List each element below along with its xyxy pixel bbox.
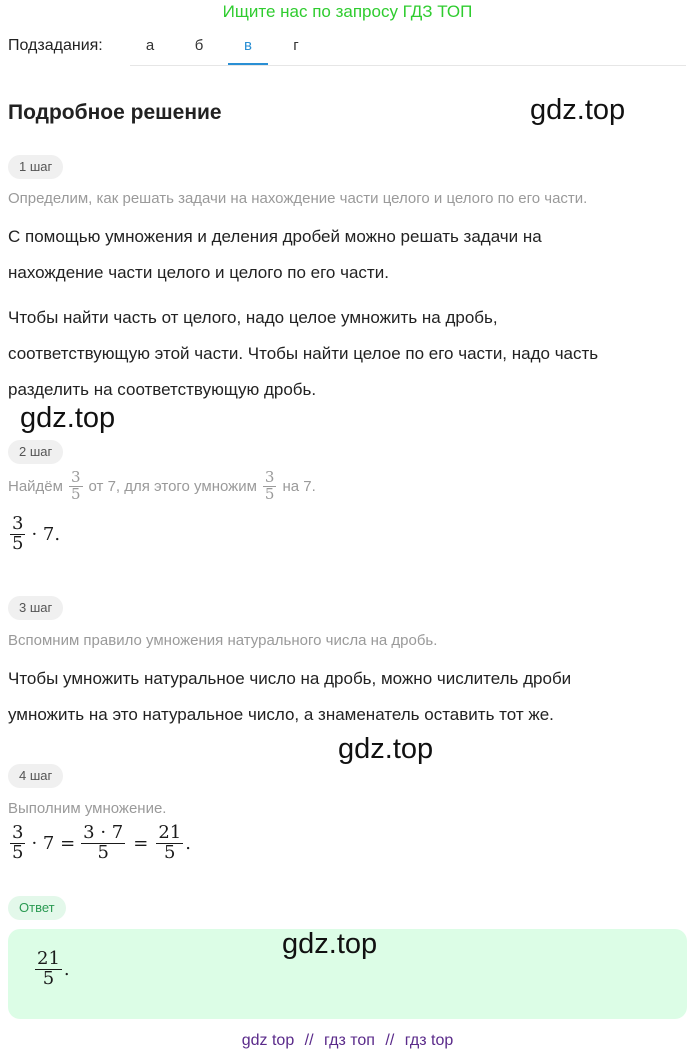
watermark: gdz.top [338,733,434,765]
fraction-numerator: 21 [158,822,182,843]
step-2-hint [8,470,316,503]
fraction-denominator: 5 [42,967,55,989]
fraction [10,824,25,863]
fraction-numerator: 3 [12,513,24,534]
fraction-numerator: 3 [12,822,24,843]
tab-v[interactable]: в [228,37,268,65]
footer-separator: // [304,1032,314,1049]
step-1-line: нахождение части целого и целого по его части. [8,263,389,282]
watermark: gdz.top [530,94,626,126]
step-3-badge: 3 шаг [8,596,63,620]
page-title: Подробное решение [8,101,222,124]
fraction [35,950,62,989]
subtasks-label: Подзадания: [8,37,103,54]
fraction-numerator: 3 · 7 [83,822,124,843]
step-2-hint-text: Найдём [8,477,63,495]
step-4-expression [8,824,191,863]
fraction-numerator: 21 [37,948,60,969]
expression-end: . [185,832,191,854]
step-1-line: разделить на соответствующую дробь. [8,380,317,399]
step-4-badge: 4 шаг [8,764,63,788]
fraction-denominator: 5 [70,484,81,503]
search-banner: Ищите нас по запросу ГДЗ ТОП [222,2,473,21]
step-1-badge: 1 шаг [8,155,63,179]
expression-end: . [63,958,70,980]
step-2-badge: 2 шаг [8,440,63,464]
fraction-denominator: 5 [264,484,275,503]
step-4-hint: Выполним умножение. [8,800,167,817]
step-3-hint: Вспомним правило умножения натурального числа на дробь. [8,632,438,649]
fraction-numerator: 3 [70,468,81,486]
operator: = [133,832,149,854]
fraction [81,824,125,863]
step-3-line: умножить на это натуральное число, а знаменатель оставить тот же. [8,705,554,724]
footer-link[interactable]: гдз top [404,1032,454,1049]
operator: · 7 = [31,832,76,854]
step-1-hint: Определим, как решать задачи на нахождение части целого и целого по его части. [8,190,588,207]
step-2-hint-text: на 7. [282,477,316,495]
fraction-denominator: 5 [97,841,109,863]
footer-separator: // [385,1032,395,1049]
step-1-line: Чтобы найти часть от целого, надо целое умножить на дробь, [8,308,498,327]
footer [0,1032,695,1050]
tabs-divider [130,65,686,66]
fraction [69,470,83,503]
fraction [156,824,183,863]
expression-tail: · 7. [31,523,61,545]
step-2-hint-text: от 7, для этого умножим [88,477,257,495]
tab-a[interactable]: а [145,37,155,54]
fraction-denominator: 5 [164,841,176,863]
footer-link[interactable]: gdz top [241,1032,295,1049]
step-2-expression [8,515,60,554]
fraction [263,470,277,503]
fraction-denominator: 5 [12,532,24,554]
step-3-line: Чтобы умножить натуральное число на дробь, можно числитель дроби [8,669,572,688]
watermark: gdz.top [20,402,116,434]
tab-g[interactable]: г [293,37,299,54]
answer-badge: Ответ [8,896,66,920]
answer-expression [33,950,70,989]
step-1-line: соответствующую этой части. Чтобы найти целое по его части, надо часть [8,344,599,363]
watermark: gdz.top [282,928,378,960]
fraction-denominator: 5 [12,841,24,863]
step-1-line: С помощью умножения и деления дробей можно решать задачи на [8,227,542,246]
fraction [10,515,25,554]
fraction-numerator: 3 [264,468,275,486]
tab-b[interactable]: б [194,37,204,54]
footer-link[interactable]: гдз топ [324,1032,375,1049]
